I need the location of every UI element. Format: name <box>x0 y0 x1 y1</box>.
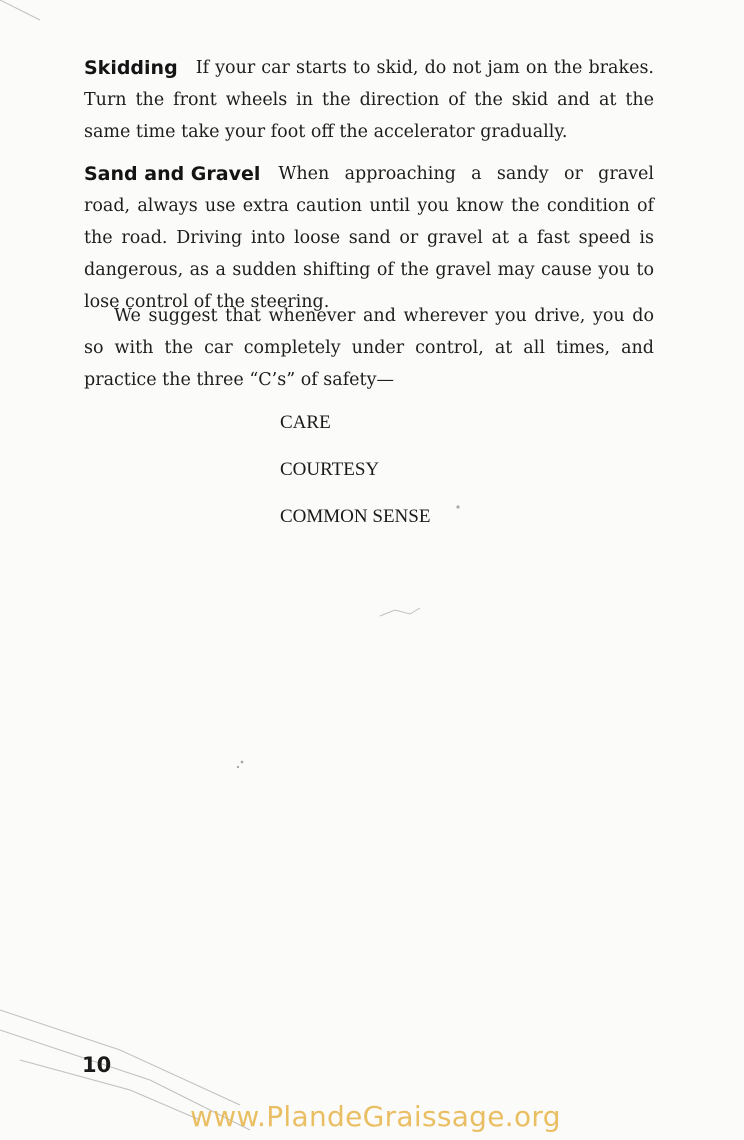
skidding-text: If your car starts to skid, do not jam on the brakes. Turn the front wheels in the direction of the skid and at the same time take your foot off the accelerator gradually. <box>84 58 654 142</box>
sand-gravel-text: When approaching a sandy or gravel road, always use extra caution until you know the condition of the road. Driving into loose sand or gravel at a fast speed is dangerous, as a sudden shifting of the gravel may cause you to lose control of the steering. <box>84 164 654 312</box>
three-cs-item-care: CARE <box>280 412 331 433</box>
three-cs-item-common-sense: COMMON SENSE <box>280 506 431 527</box>
suggestion-section <box>84 300 654 396</box>
skidding-section <box>84 52 654 148</box>
watermark-text: www.PlandeGraissage.org <box>190 1100 561 1133</box>
three-cs-list <box>280 405 430 546</box>
skidding-heading: Skidding <box>84 57 178 79</box>
sand-gravel-heading: Sand and Gravel <box>84 163 261 185</box>
three-cs-item-courtesy: COURTESY <box>280 459 380 480</box>
sand-gravel-section <box>84 158 654 318</box>
page-number: 10 <box>82 1053 112 1077</box>
suggestion-text: We suggest that whenever and wherever you drive, you do so with the car completely under control, at all times, and practice the three “C’s” of safety— <box>84 306 654 390</box>
